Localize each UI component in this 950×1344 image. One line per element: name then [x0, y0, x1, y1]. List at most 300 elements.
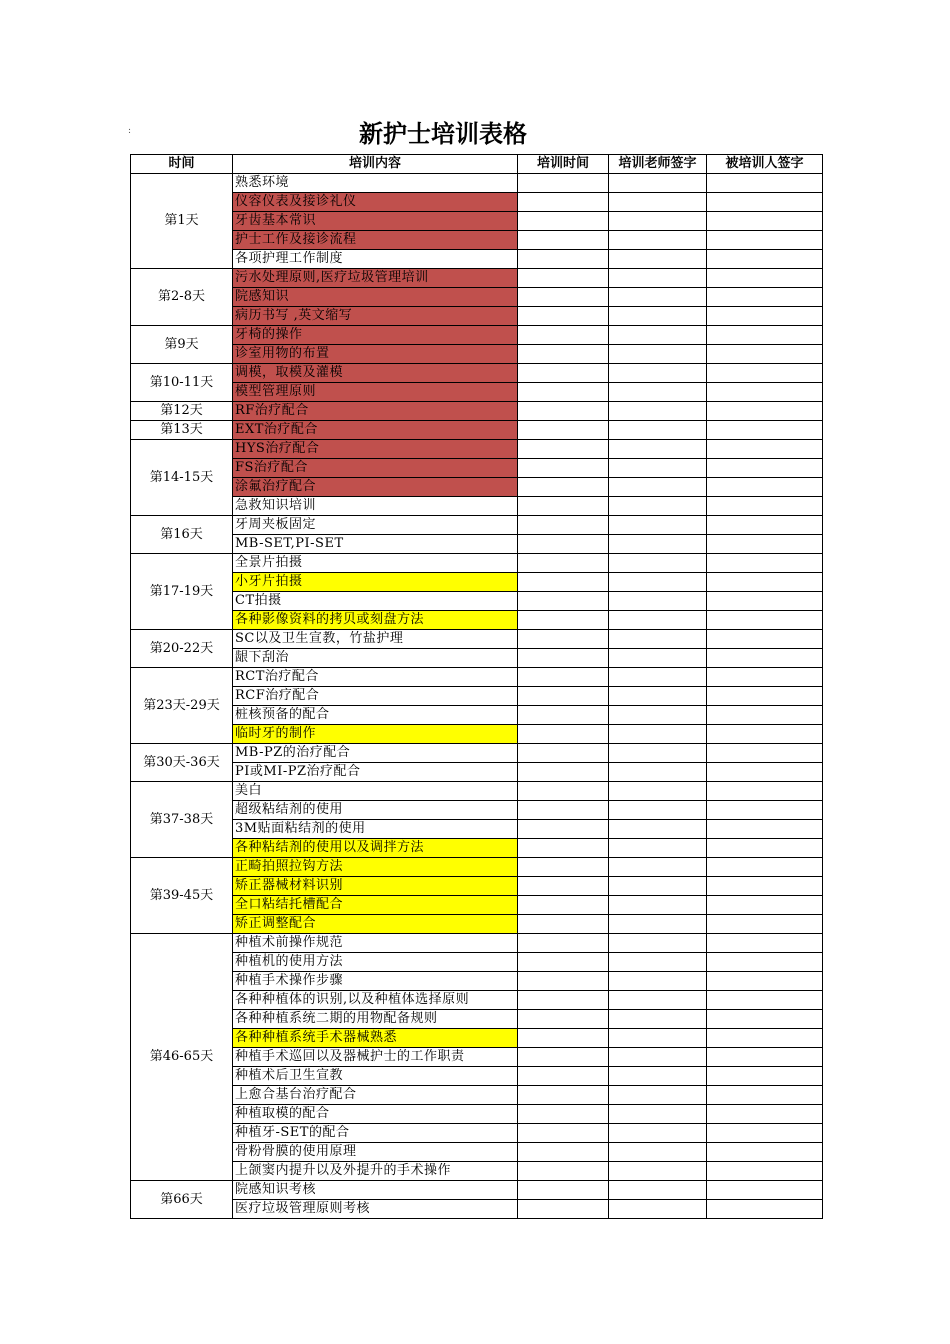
- teacher-signature-cell: [609, 573, 707, 592]
- content-cell: 全景片拍摄: [233, 554, 518, 573]
- table-row: [131, 915, 823, 934]
- trainee-signature-cell: [707, 535, 823, 554]
- training-time-cell: [518, 174, 609, 193]
- training-time-cell: [518, 307, 609, 326]
- teacher-signature-cell: [609, 307, 707, 326]
- content-cell: RCF治疗配合: [233, 687, 518, 706]
- teacher-signature-cell: [609, 820, 707, 839]
- teacher-signature-cell: [609, 459, 707, 478]
- time-cell: 第20-22天: [131, 630, 233, 668]
- content-cell: 3M贴面粘结剂的使用: [233, 820, 518, 839]
- training-time-cell: [518, 877, 609, 896]
- table-row: [131, 972, 823, 991]
- content-cell: 涂氟治疗配合: [233, 478, 518, 497]
- time-cell: 第1天: [131, 174, 233, 269]
- teacher-signature-cell: [609, 364, 707, 383]
- content-cell: 龈下刮治: [233, 649, 518, 668]
- trainee-signature-cell: [707, 896, 823, 915]
- table-row: [131, 896, 823, 915]
- trainee-signature-cell: [707, 174, 823, 193]
- content-cell: EXT治疗配合: [233, 421, 518, 440]
- content-cell: 护士工作及接诊流程: [233, 231, 518, 250]
- table-row: [131, 1162, 823, 1181]
- table-row: [131, 611, 823, 630]
- trainee-signature-cell: [707, 478, 823, 497]
- training-time-cell: [518, 592, 609, 611]
- teacher-signature-cell: [609, 212, 707, 231]
- time-cell: 第17-19天: [131, 554, 233, 630]
- teacher-signature-cell: [609, 1162, 707, 1181]
- trainee-signature-cell: [707, 307, 823, 326]
- content-cell: 仪容仪表及接诊礼仪: [233, 193, 518, 212]
- training-time-cell: [518, 402, 609, 421]
- content-cell: 院感知识考核: [233, 1181, 518, 1200]
- trainee-signature-cell: [707, 820, 823, 839]
- teacher-signature-cell: [609, 1029, 707, 1048]
- training-time-cell: [518, 269, 609, 288]
- teacher-signature-cell: [609, 478, 707, 497]
- trainee-signature-cell: [707, 421, 823, 440]
- time-cell: 第30天-36天: [131, 744, 233, 782]
- training-time-cell: [518, 231, 609, 250]
- training-time-cell: [518, 668, 609, 687]
- content-cell: RCT治疗配合: [233, 668, 518, 687]
- trainee-signature-cell: [707, 212, 823, 231]
- trainee-signature-cell: [707, 497, 823, 516]
- training-time-cell: [518, 478, 609, 497]
- table-row: [131, 820, 823, 839]
- time-cell: 第46-65天: [131, 934, 233, 1181]
- content-cell: 熟悉环境: [233, 174, 518, 193]
- teacher-signature-cell: [609, 991, 707, 1010]
- trainee-signature-cell: [707, 972, 823, 991]
- training-time-cell: [518, 459, 609, 478]
- header-training-time: 培训时间: [518, 155, 609, 174]
- table-row: [131, 687, 823, 706]
- trainee-signature-cell: [707, 877, 823, 896]
- content-cell: 诊室用物的布置: [233, 345, 518, 364]
- table-row: [131, 554, 823, 573]
- trainee-signature-cell: [707, 250, 823, 269]
- training-time-cell: [518, 706, 609, 725]
- teacher-signature-cell: [609, 1143, 707, 1162]
- time-cell: 第9天: [131, 326, 233, 364]
- training-time-cell: [518, 801, 609, 820]
- content-cell: 上颌窦内提升以及外提升的手术操作: [233, 1162, 518, 1181]
- trainee-signature-cell: [707, 744, 823, 763]
- table-row: [131, 725, 823, 744]
- training-time-cell: [518, 630, 609, 649]
- teacher-signature-cell: [609, 763, 707, 782]
- time-cell: 第2-8天: [131, 269, 233, 326]
- table-row: [131, 478, 823, 497]
- content-cell: 种植术后卫生宣教: [233, 1067, 518, 1086]
- content-cell: 各种种植系统二期的用物配备规则: [233, 1010, 518, 1029]
- teacher-signature-cell: [609, 744, 707, 763]
- content-cell: 矫正器械材料识别: [233, 877, 518, 896]
- training-time-cell: [518, 573, 609, 592]
- content-cell: MB-SET,PI-SET: [233, 535, 518, 554]
- table-row: [131, 174, 823, 193]
- training-time-cell: [518, 516, 609, 535]
- training-time-cell: [518, 991, 609, 1010]
- trainee-signature-cell: [707, 725, 823, 744]
- content-cell: 各种粘结剂的使用以及调拌方法: [233, 839, 518, 858]
- trainee-signature-cell: [707, 1162, 823, 1181]
- table-row: [131, 592, 823, 611]
- teacher-signature-cell: [609, 421, 707, 440]
- teacher-signature-cell: [609, 896, 707, 915]
- table-row: [131, 535, 823, 554]
- training-time-cell: [518, 326, 609, 345]
- time-cell: 第66天: [131, 1181, 233, 1219]
- time-cell: 第14-15天: [131, 440, 233, 516]
- time-cell: 第39-45天: [131, 858, 233, 934]
- training-time-cell: [518, 440, 609, 459]
- trainee-signature-cell: [707, 649, 823, 668]
- teacher-signature-cell: [609, 1010, 707, 1029]
- teacher-signature-cell: [609, 1086, 707, 1105]
- teacher-signature-cell: [609, 402, 707, 421]
- training-time-cell: [518, 1086, 609, 1105]
- content-cell: 正畸拍照拉钩方法: [233, 858, 518, 877]
- teacher-signature-cell: [609, 1200, 707, 1219]
- table-row: [131, 1181, 823, 1200]
- content-cell: CT拍摄: [233, 592, 518, 611]
- trainee-signature-cell: [707, 345, 823, 364]
- training-time-cell: [518, 1162, 609, 1181]
- teacher-signature-cell: [609, 668, 707, 687]
- trainee-signature-cell: [707, 364, 823, 383]
- content-cell: 小牙片拍摄: [233, 573, 518, 592]
- training-time-cell: [518, 934, 609, 953]
- content-cell: HYS治疗配合: [233, 440, 518, 459]
- table-row: [131, 1010, 823, 1029]
- table-row: [131, 649, 823, 668]
- table-row: [131, 212, 823, 231]
- content-cell: 调模，取模及灌模: [233, 364, 518, 383]
- trainee-signature-cell: [707, 953, 823, 972]
- trainee-signature-cell: [707, 1067, 823, 1086]
- training-time-cell: [518, 1200, 609, 1219]
- teacher-signature-cell: [609, 1048, 707, 1067]
- content-cell: 各种种植体的识别,以及种植体选择原则: [233, 991, 518, 1010]
- training-time-cell: [518, 953, 609, 972]
- content-cell: 医疗垃圾管理原则考核: [233, 1200, 518, 1219]
- trainee-signature-cell: [707, 630, 823, 649]
- header-row: [131, 155, 823, 174]
- header-time: 时间: [131, 155, 233, 174]
- training-time-cell: [518, 972, 609, 991]
- table-row: [131, 307, 823, 326]
- corner-mark: :: [128, 126, 132, 136]
- table-row: [131, 953, 823, 972]
- training-time-cell: [518, 497, 609, 516]
- trainee-signature-cell: [707, 231, 823, 250]
- content-cell: 临时牙的制作: [233, 725, 518, 744]
- content-cell: 污水处理原则,医疗垃圾管理培训: [233, 269, 518, 288]
- training-table: [130, 154, 823, 1219]
- content-cell: 种植牙-SET的配合: [233, 1124, 518, 1143]
- trainee-signature-cell: [707, 858, 823, 877]
- trainee-signature-cell: [707, 1048, 823, 1067]
- table-row: [131, 1029, 823, 1048]
- trainee-signature-cell: [707, 991, 823, 1010]
- trainee-signature-cell: [707, 1124, 823, 1143]
- training-time-cell: [518, 1143, 609, 1162]
- teacher-signature-cell: [609, 801, 707, 820]
- training-time-cell: [518, 193, 609, 212]
- content-cell: 急救知识培训: [233, 497, 518, 516]
- table-row: [131, 573, 823, 592]
- teacher-signature-cell: [609, 630, 707, 649]
- teacher-signature-cell: [609, 782, 707, 801]
- teacher-signature-cell: [609, 326, 707, 345]
- training-time-cell: [518, 212, 609, 231]
- trainee-signature-cell: [707, 402, 823, 421]
- training-time-cell: [518, 820, 609, 839]
- time-cell: 第23天-29天: [131, 668, 233, 744]
- training-time-cell: [518, 687, 609, 706]
- teacher-signature-cell: [609, 649, 707, 668]
- training-time-cell: [518, 421, 609, 440]
- table-row: [131, 250, 823, 269]
- training-time-cell: [518, 554, 609, 573]
- content-cell: 超级粘结剂的使用: [233, 801, 518, 820]
- training-time-cell: [518, 1048, 609, 1067]
- table-row: [131, 440, 823, 459]
- teacher-signature-cell: [609, 174, 707, 193]
- teacher-signature-cell: [609, 1124, 707, 1143]
- training-time-cell: [518, 345, 609, 364]
- content-cell: 美白: [233, 782, 518, 801]
- content-cell: 各种种植系统手术器械熟悉: [233, 1029, 518, 1048]
- content-cell: 种植手术巡回以及器械护士的工作职责: [233, 1048, 518, 1067]
- content-cell: 牙椅的操作: [233, 326, 518, 345]
- table-row: [131, 934, 823, 953]
- table-row: [131, 421, 823, 440]
- table-row: [131, 269, 823, 288]
- teacher-signature-cell: [609, 1105, 707, 1124]
- teacher-signature-cell: [609, 193, 707, 212]
- trainee-signature-cell: [707, 1200, 823, 1219]
- content-cell: 种植术前操作规范: [233, 934, 518, 953]
- training-time-cell: [518, 763, 609, 782]
- table-row: [131, 1143, 823, 1162]
- content-cell: 矫正调整配合: [233, 915, 518, 934]
- training-time-cell: [518, 1067, 609, 1086]
- table-body: [131, 174, 823, 1219]
- teacher-signature-cell: [609, 535, 707, 554]
- teacher-signature-cell: [609, 915, 707, 934]
- training-time-cell: [518, 1105, 609, 1124]
- content-cell: 骨粉骨膜的使用原理: [233, 1143, 518, 1162]
- teacher-signature-cell: [609, 839, 707, 858]
- teacher-signature-cell: [609, 972, 707, 991]
- training-time-cell: [518, 1029, 609, 1048]
- content-cell: 种植取模的配合: [233, 1105, 518, 1124]
- teacher-signature-cell: [609, 953, 707, 972]
- content-cell: 全口粘结托槽配合: [233, 896, 518, 915]
- table-row: [131, 877, 823, 896]
- training-time-cell: [518, 1124, 609, 1143]
- trainee-signature-cell: [707, 668, 823, 687]
- trainee-signature-cell: [707, 326, 823, 345]
- training-time-cell: [518, 364, 609, 383]
- training-time-cell: [518, 915, 609, 934]
- time-cell: 第13天: [131, 421, 233, 440]
- table-row: [131, 991, 823, 1010]
- teacher-signature-cell: [609, 1067, 707, 1086]
- trainee-signature-cell: [707, 915, 823, 934]
- content-cell: 院感知识: [233, 288, 518, 307]
- training-time-cell: [518, 250, 609, 269]
- time-cell: 第12天: [131, 402, 233, 421]
- table-row: [131, 459, 823, 478]
- trainee-signature-cell: [707, 706, 823, 725]
- teacher-signature-cell: [609, 877, 707, 896]
- trainee-signature-cell: [707, 288, 823, 307]
- teacher-signature-cell: [609, 497, 707, 516]
- training-time-cell: [518, 611, 609, 630]
- table-row: [131, 1124, 823, 1143]
- header-trainee-signature: 被培训人签字: [707, 155, 823, 174]
- teacher-signature-cell: [609, 516, 707, 535]
- training-time-cell: [518, 288, 609, 307]
- trainee-signature-cell: [707, 269, 823, 288]
- training-time-cell: [518, 383, 609, 402]
- page-title: 新护士培训表格: [359, 120, 527, 148]
- table-row: [131, 1105, 823, 1124]
- content-cell: MB-PZ的治疗配合: [233, 744, 518, 763]
- table-row: [131, 402, 823, 421]
- table-row: [131, 383, 823, 402]
- content-cell: PI或MI-PZ治疗配合: [233, 763, 518, 782]
- trainee-signature-cell: [707, 611, 823, 630]
- trainee-signature-cell: [707, 934, 823, 953]
- table-row: [131, 630, 823, 649]
- trainee-signature-cell: [707, 1086, 823, 1105]
- table-row: [131, 288, 823, 307]
- content-cell: SC以及卫生宣教，竹盐护理: [233, 630, 518, 649]
- teacher-signature-cell: [609, 269, 707, 288]
- trainee-signature-cell: [707, 193, 823, 212]
- training-time-cell: [518, 1010, 609, 1029]
- content-cell: 牙周夹板固定: [233, 516, 518, 535]
- trainee-signature-cell: [707, 1105, 823, 1124]
- teacher-signature-cell: [609, 383, 707, 402]
- trainee-signature-cell: [707, 459, 823, 478]
- table-row: [131, 326, 823, 345]
- header-content: 培训内容: [233, 155, 518, 174]
- table-row: [131, 1200, 823, 1219]
- trainee-signature-cell: [707, 687, 823, 706]
- table-row: [131, 516, 823, 535]
- table-row: [131, 231, 823, 250]
- trainee-signature-cell: [707, 383, 823, 402]
- content-cell: 种植机的使用方法: [233, 953, 518, 972]
- teacher-signature-cell: [609, 592, 707, 611]
- table-row: [131, 1048, 823, 1067]
- trainee-signature-cell: [707, 440, 823, 459]
- trainee-signature-cell: [707, 554, 823, 573]
- table-row: [131, 763, 823, 782]
- table-row: [131, 1086, 823, 1105]
- content-cell: FS治疗配合: [233, 459, 518, 478]
- training-time-cell: [518, 744, 609, 763]
- trainee-signature-cell: [707, 516, 823, 535]
- trainee-signature-cell: [707, 782, 823, 801]
- content-cell: 上愈合基台治疗配合: [233, 1086, 518, 1105]
- table-row: [131, 782, 823, 801]
- header-teacher-signature: 培训老师签字: [609, 155, 707, 174]
- training-time-cell: [518, 782, 609, 801]
- content-cell: 模型管理原则: [233, 383, 518, 402]
- training-time-cell: [518, 839, 609, 858]
- table-row: [131, 706, 823, 725]
- teacher-signature-cell: [609, 858, 707, 877]
- table-row: [131, 668, 823, 687]
- table-row: [131, 858, 823, 877]
- content-cell: 桩核预备的配合: [233, 706, 518, 725]
- time-cell: 第10-11天: [131, 364, 233, 402]
- teacher-signature-cell: [609, 250, 707, 269]
- teacher-signature-cell: [609, 934, 707, 953]
- time-cell: 第16天: [131, 516, 233, 554]
- time-cell: 第37-38天: [131, 782, 233, 858]
- content-cell: 种植手术操作步骤: [233, 972, 518, 991]
- trainee-signature-cell: [707, 1029, 823, 1048]
- training-time-cell: [518, 649, 609, 668]
- training-time-cell: [518, 1181, 609, 1200]
- table-row: [131, 744, 823, 763]
- trainee-signature-cell: [707, 1181, 823, 1200]
- teacher-signature-cell: [609, 231, 707, 250]
- teacher-signature-cell: [609, 554, 707, 573]
- teacher-signature-cell: [609, 1181, 707, 1200]
- teacher-signature-cell: [609, 345, 707, 364]
- teacher-signature-cell: [609, 725, 707, 744]
- training-time-cell: [518, 896, 609, 915]
- training-time-cell: [518, 725, 609, 744]
- table-row: [131, 801, 823, 820]
- training-time-cell: [518, 535, 609, 554]
- teacher-signature-cell: [609, 706, 707, 725]
- trainee-signature-cell: [707, 1143, 823, 1162]
- trainee-signature-cell: [707, 573, 823, 592]
- teacher-signature-cell: [609, 440, 707, 459]
- teacher-signature-cell: [609, 611, 707, 630]
- teacher-signature-cell: [609, 687, 707, 706]
- training-time-cell: [518, 858, 609, 877]
- table-row: [131, 364, 823, 383]
- content-cell: 各项护理工作制度: [233, 250, 518, 269]
- table-row: [131, 193, 823, 212]
- table-row: [131, 1067, 823, 1086]
- content-cell: 各种影像资料的拷贝或刻盘方法: [233, 611, 518, 630]
- trainee-signature-cell: [707, 801, 823, 820]
- content-cell: RF治疗配合: [233, 402, 518, 421]
- table-row: [131, 497, 823, 516]
- content-cell: 病历书写 ,英文缩写: [233, 307, 518, 326]
- content-cell: 牙齿基本常识: [233, 212, 518, 231]
- trainee-signature-cell: [707, 839, 823, 858]
- table-row: [131, 345, 823, 364]
- trainee-signature-cell: [707, 1010, 823, 1029]
- table-row: [131, 839, 823, 858]
- trainee-signature-cell: [707, 763, 823, 782]
- trainee-signature-cell: [707, 592, 823, 611]
